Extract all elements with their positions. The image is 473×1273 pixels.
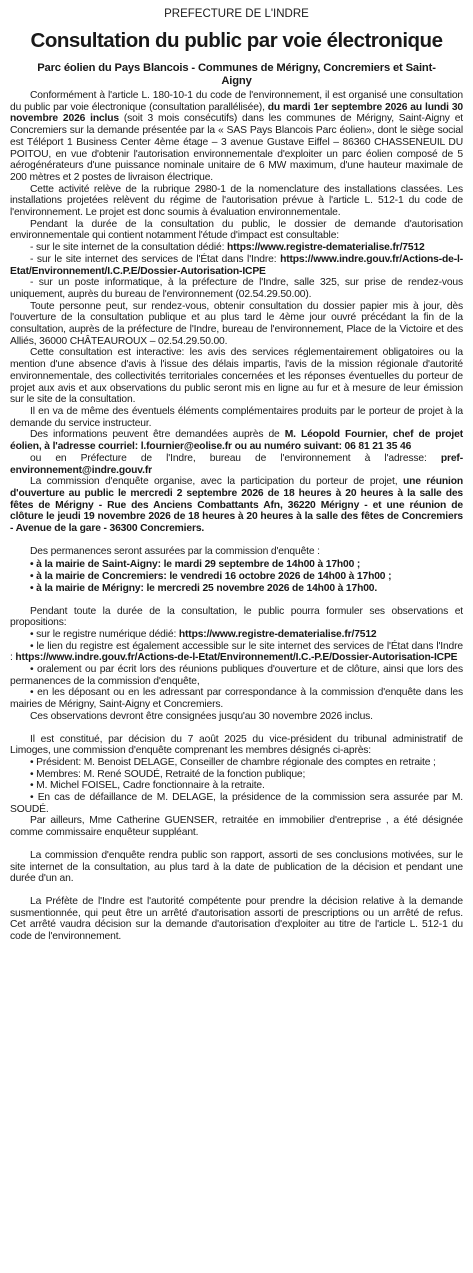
permanence-item: • à la mairie de Saint-Aigny: le mardi 29 septembre de 14h00 à 17h00 ; bbox=[30, 559, 361, 571]
deadline-paragraph: Ces observations devront être consignées jusqu'au 30 novembre 2026 inclus. bbox=[30, 710, 373, 722]
classification-paragraph: Cette activité relève de la rubrique 2980-1 de la nomenclature des installations classées. Les installations projetées relèvent du régime de l'autorisation prévue à l'article L. 512-1 du code de l'environnement. Le projet est donc soumis à évaluation environnementale. bbox=[10, 183, 463, 219]
president-item: • Président: M. Benoist DELAGE, Conseiller de chambre régionale des comptes en retraite ; bbox=[30, 756, 436, 768]
permanence-item: • à la mairie de Concremiers: le vendredi 16 octobre 2026 de 14h00 à 17h00 ; bbox=[30, 571, 392, 583]
deputy-paragraph: Par ailleurs, Mme Catherine GUENSER, retraitée en immobilier d'entreprise , a été désignée comme commissaire enquêteur suppléant. bbox=[10, 815, 463, 839]
permanences-intro: Des permanences seront assurées par la commission d'enquête : bbox=[30, 545, 320, 557]
registre-item: • sur le registre numérique dédié: https://www.registre-dematerialise.fr/7512 bbox=[30, 628, 377, 640]
state-site-item: - sur le site internet des services de l'État dans l'Indre: https://www.indre.gouv.fr/Actions-de-l-Etat/Environnement/I.C.P.E/Dossier-Autorisation-ICPE bbox=[10, 253, 463, 277]
complementary-paragraph: Il en va de même des éventuels éléments complémentaires produits par le porteur de projet à la demande du service instructeur. bbox=[10, 405, 463, 429]
contact-paragraph: Des informations peuvent être demandées auprès de M. Léopold Fournier, chef de projet éolien, à l'adresse courriel: l.fournier@eolise.fr ou au numéro suivant: 06 81 21 35 46 bbox=[10, 429, 463, 453]
prefecture-terminal-item: - sur un poste informatique, à la préfecture de l'Indre, salle 325, sur prise de rendez-vous uniquement, auprès du bureau de l'environnement (02.54.29.50.00). bbox=[10, 277, 463, 300]
permanence-item: • à la mairie de Mérigny: le mercredi 25 novembre 2026 de 14h00 à 17h00. bbox=[30, 582, 378, 594]
consultation-dates: du mardi 1er septembre 2026 au lundi 30 novembre 2026 inclus bbox=[10, 101, 463, 125]
mail-observations-item: • en les déposant ou en les adressant par correspondance à la commission d'enquête dans les mairies de Mérigny, Saint-Aigny et Concremiers. bbox=[10, 687, 463, 711]
registre-link[interactable]: https://www.registre-dematerialise.fr/7512 bbox=[227, 242, 425, 254]
observations-intro: Pendant toute la durée de la consultation, le public pourra formuler ses observations et propositions: bbox=[10, 605, 463, 629]
paper-dossier-paragraph: Toute personne peut, sur rendez-vous, obtenir consultation du dossier papier mis à jour, dès l'ouverture de la consultation publique et au plus tard le 4ème jour ouvré précédant la fin de la consultation, auprès de la préfecture de l'Indre, bureau de l'environnement, Place de la Victoire et des Alliés, 36000 CHÂTEAUROUX – 02.54.29.50.00. bbox=[10, 300, 463, 347]
permanences-list bbox=[10, 559, 463, 594]
authority-paragraph: La Préfète de l'Indre est l'autorité compétente pour prendre la décision relative à la demande susmentionnée, qui peut être un arrêté d'autorisation assorti de prescriptions ou un arrêté de refus. Cet arrêté vaudra décision sur la demande d'autorisation d'exploiter au titre de l'article L. 512-1 du code de l'environnement. bbox=[10, 896, 463, 943]
oral-observations-item: • oralement ou par écrit lors des réunions publiques d'ouverture et de clôture, ainsi que lors des permanences de la commission d'enquête, bbox=[10, 664, 463, 687]
prefecture-contact-paragraph: ou en Préfecture de l'Indre, bureau de l'environnement à l'adresse: pref-environnement@indre.gouv.fr bbox=[10, 452, 463, 476]
contact-details[interactable]: M. Léopold Fournier, chef de projet éolien, à l'adresse courriel: l.fournier@eolise.fr ou au numéro suivant: 06 81 21 35 46 bbox=[10, 429, 463, 453]
intro-paragraph: Conformément à l'article L. 180-10-1 du code de l'environnement, il est organisé une consultation du public par voie électronique (consultation parallélisée), du mardi 1er septembre 2026 au lundi 30 novembre 2026 inclus (soit 3 mois consécutifs) dans les communes de Mérigny, Saint-Aigny et Concremiers sur la demande présentée par la « SAS Pays Blancois Parc éolien», dont le siège social est Téléport 1 Business Center 4ème étage – 3 avenue Gustave Eiffel – 86360 CHASSENEUIL DU POITOU, en vue d'obtenir l'autorisation environnementale d'exploiter un parc éolien composé de 5 aérogénérateurs d'une puissance nominale unitaire de 6 MW maximum, d'une hauteur maximale de 200 mètres et 2 postes de livraison électrique. bbox=[10, 90, 463, 183]
notice-subtitle: Parc éolien du Pays Blancois - Communes de Mérigny, Concremiers et Saint-Aigny bbox=[37, 62, 436, 87]
registre-state-item: • le lien du registre est également accessible sur le site internet des services de l'État dans l'Indre : https://www.indre.gouv.fr/Actions-de-l-Etat/Environnement/I.C.-P.E/Dossier-Autorisation-ICPE bbox=[10, 640, 463, 664]
issuer-header: PREFECTURE DE L'INDRE bbox=[164, 8, 309, 20]
member-item: • Membres: M. René SOUDÉ, Retraité de la fonction publique; bbox=[30, 768, 306, 780]
dossier-paragraph: Pendant la durée de la consultation du public, le dossier de demande d'autorisation environnementale qui contient notamment l'étude d'impact est consultable: bbox=[10, 218, 463, 242]
indre-gouv-link-2[interactable]: https://www.indre.gouv.fr/Actions-de-l-Etat/Environnement/I.C.-P.E/Dossier-Autorisation-ICPE bbox=[15, 652, 458, 664]
meetings-paragraph: La commission d'enquête organise, avec la participation du porteur de projet, une réunion d'ouverture au public le mercredi 2 septembre 2026 de 18 heures à 20 heures à la salle des fêtes de Mérigny - Rue des Anciens Combattants Afn, 36220 Mérigny - et une réunion de clôture le jeudi 19 novembre 2026 de 18 heures à 20 heures à la salle des fêtes de Concremiers - Avenue de la gare - 36300 Concremiers. bbox=[10, 476, 463, 535]
report-paragraph: La commission d'enquête rendra public son rapport, assorti de ses conclusions motivées, sur le site internet de la consultation, au plus tard à la date de publication de la décision et pendant une durée d'un an. bbox=[10, 849, 463, 885]
interactive-paragraph: Cette consultation est interactive: les avis des services réglementairement obligatoires ou la mention d'une absence d'avis à l'issue des délais impartis, l'avis de la mission régionale d'autorité environnementale, des collectivités territoriales concernées et les réponses éventuelles du porteur de projet aux avis et aux observations du public seront mis en ligne au fur et à mesure de leur émission sur le site de la consultation. bbox=[10, 347, 463, 406]
consultation-site-item: - sur le site internet de la consultation dédié: https://www.registre-dematerialise.fr/7512 bbox=[30, 242, 425, 254]
meetings-details: une réunion d'ouverture au public le mercredi 2 septembre 2026 de 18 heures à 20 heures à la salle des fêtes de Mérigny - Rue des Anciens Combattants Afn, 36220 Mérigny - et une réunion de clôture le jeudi 19 novembre 2026 de 18 heures à 20 heures à la salle des fêtes de Concremiers - Avenue de la gare - 36300 Concremiers. bbox=[10, 476, 463, 535]
commission-paragraph: Il est constitué, par décision du 7 août 2025 du vice-président du tribunal administratif de Limoges, une commission d'enquête comprenant les membres désignés ci-après: bbox=[10, 733, 463, 757]
indre-gouv-link[interactable]: https://www.indre.gouv.fr/Actions-de-l-Etat/Environnement/I.C.P.E/Dossier-Autorisation-ICPE bbox=[10, 253, 463, 277]
substitution-item: • En cas de défaillance de M. DELAGE, la présidence de la commission sera assurée par M. SOUDÉ. bbox=[10, 792, 463, 815]
pref-email-link[interactable]: pref-environnement@indre.gouv.fr bbox=[10, 452, 463, 476]
notice-title: Consultation du public par voie électronique bbox=[30, 29, 443, 52]
registre-link-2[interactable]: https://www.registre-dematerialise.fr/7512 bbox=[178, 628, 377, 640]
member-item: • M. Michel FOISEL, Cadre fonctionnaire à la retraite. bbox=[30, 780, 265, 792]
